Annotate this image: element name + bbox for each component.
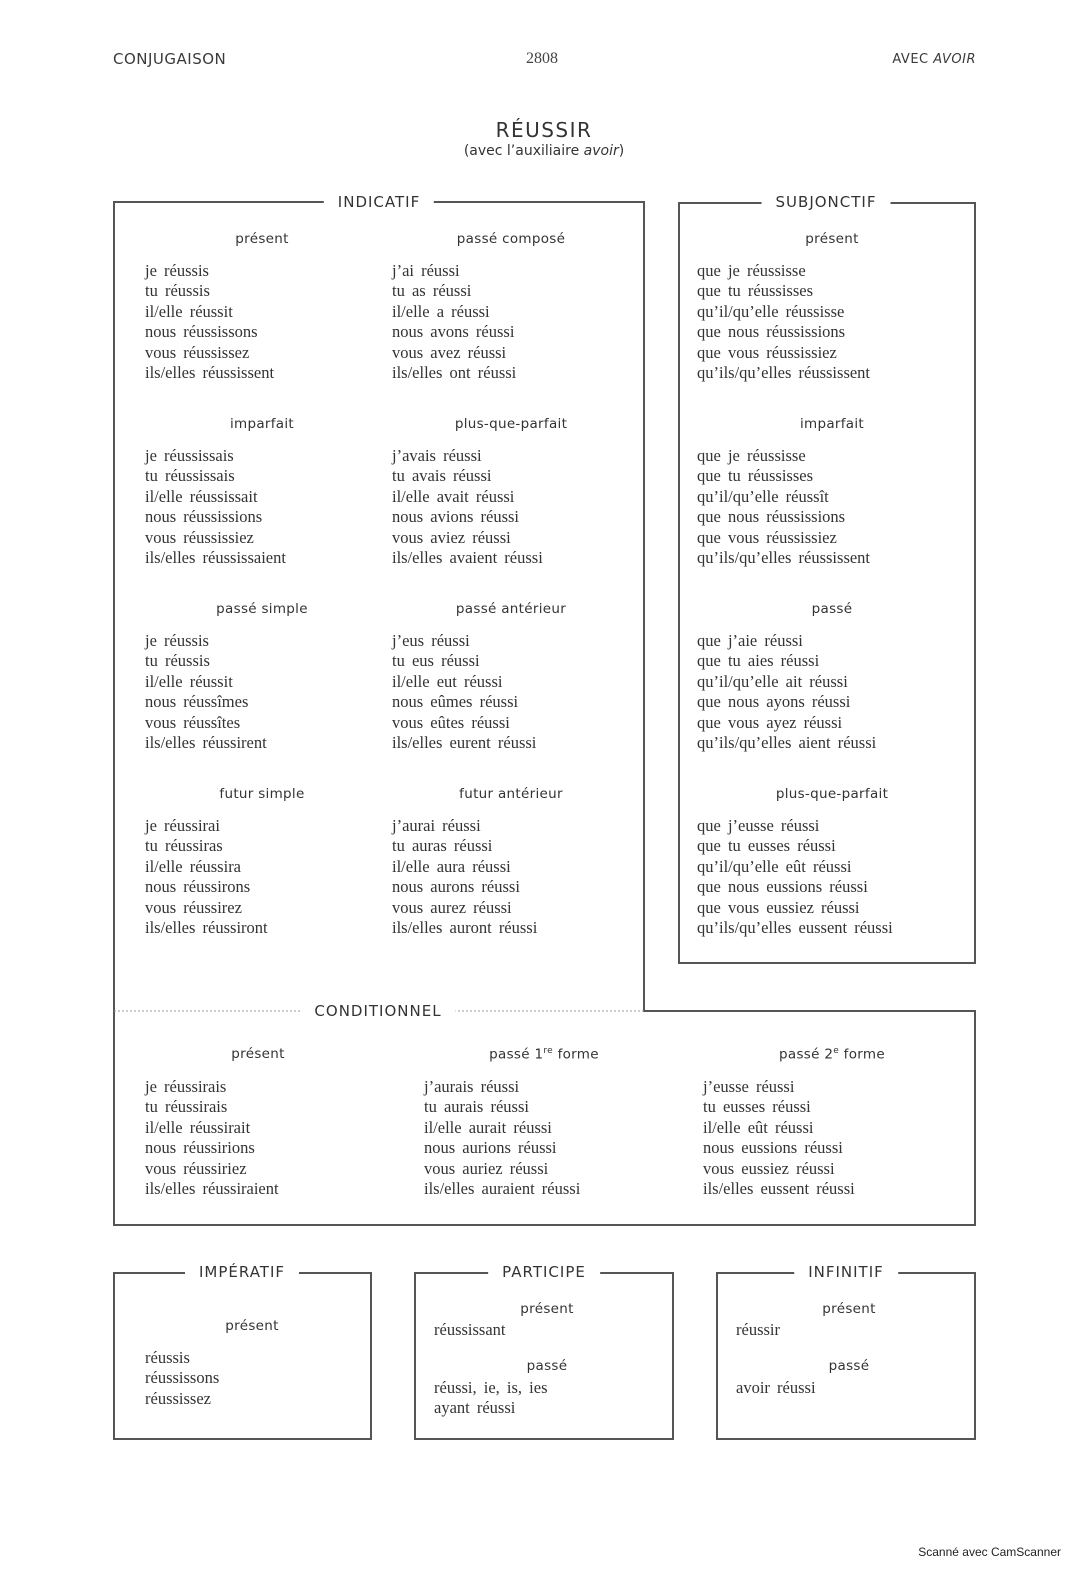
- tense-subjonctif-present: présent: [805, 231, 859, 247]
- conj-line: qu’il/qu’elle réussisse: [697, 301, 845, 321]
- conj-line: tu eusses réussi: [703, 1097, 811, 1117]
- conj-line: il/elle réussira: [145, 856, 242, 876]
- tense-indicatif-present: présent: [235, 231, 289, 247]
- tense-indicatif-passe-anterieur: passé antérieur: [455, 601, 567, 617]
- section-label-indicatif: INDICATIF: [324, 193, 434, 211]
- conj-line: réussissons: [145, 1368, 220, 1388]
- conj-line: que vous ayez réussi: [697, 712, 843, 732]
- section-label-subjonctif: SUBJONCTIF: [762, 193, 891, 211]
- conj-line: ils/elles eussent réussi: [703, 1178, 855, 1198]
- conj-indicatif-plus-que-parfait: [392, 446, 543, 568]
- tense-main: passé 1: [489, 1046, 544, 1063]
- conj-conditionnel-passe-1: [424, 1077, 580, 1199]
- conj-line: réussir: [736, 1320, 780, 1339]
- conj-line: ils/elles auront réussi: [392, 917, 538, 937]
- conj-line: ils/elles réussirent: [145, 732, 267, 752]
- conj-line: j’avais réussi: [392, 446, 482, 465]
- conj-line: nous aurons réussi: [392, 877, 520, 897]
- conj-line: qu’il/qu’elle ait réussi: [697, 671, 848, 691]
- subtitle-before: (avec l’auxiliaire: [463, 143, 580, 159]
- conj-subjonctif-passe: [697, 631, 876, 753]
- tense-indicatif-plus-que-parfait: plus-que-parfait: [454, 416, 568, 432]
- conj-line: je réussis: [145, 261, 209, 280]
- conj-line: vous réussissiez: [145, 527, 254, 547]
- running-header-right-italic: AVOIR: [933, 52, 976, 67]
- running-header-right-prefix: AVEC: [892, 52, 929, 67]
- conj-line: vous réussiriez: [145, 1158, 247, 1178]
- conj-line: ils/elles réussiraient: [145, 1178, 279, 1198]
- conj-line: vous eûtes réussi: [392, 712, 510, 732]
- running-header-left: CONJUGAISON: [113, 50, 227, 68]
- conj-line: vous aurez réussi: [392, 897, 512, 917]
- conj-conditionnel-passe-2: [703, 1077, 855, 1199]
- conj-line: que nous eussions réussi: [697, 877, 868, 897]
- conj-line: ils/elles avaient réussi: [392, 547, 543, 567]
- tense-conditionnel-passe-2: [779, 1046, 885, 1063]
- conj-line: que je réussisse: [697, 261, 806, 280]
- conj-conditionnel-present: [145, 1077, 279, 1199]
- tense-subjonctif-imparfait: imparfait: [799, 416, 865, 432]
- conj-line: vous auriez réussi: [424, 1158, 549, 1178]
- conj-line: il/elle aurait réussi: [424, 1117, 552, 1137]
- tense-end: forme: [557, 1046, 599, 1063]
- conj-line: qu’ils/qu’elles aient réussi: [697, 732, 877, 752]
- conj-line: j’eus réussi: [392, 631, 470, 650]
- conj-indicatif-present: [145, 261, 274, 383]
- conj-line: que nous ayons réussi: [697, 692, 851, 712]
- conj-line: que vous eussiez réussi: [697, 897, 860, 917]
- conj-line: il/elle réussit: [145, 301, 233, 321]
- tense-imperatif-present: présent: [225, 1318, 279, 1334]
- conj-line: nous eussions réussi: [703, 1138, 843, 1158]
- section-label-conditionnel: CONDITIONNEL: [300, 1002, 455, 1020]
- conj-indicatif-passe-simple: [145, 631, 267, 753]
- conj-line: j’ai réussi: [392, 261, 460, 280]
- conj-line: avoir réussi: [736, 1378, 816, 1397]
- conj-line: qu’il/qu’elle réussît: [697, 486, 829, 506]
- conj-line: j’aurais réussi: [424, 1077, 520, 1096]
- conj-line: je réussissais: [145, 446, 234, 465]
- conj-line: tu eus réussi: [392, 651, 480, 671]
- conj-line: nous réussirions: [145, 1138, 255, 1158]
- conj-line: réussissez: [145, 1388, 211, 1408]
- conj-line: j’eusse réussi: [703, 1077, 795, 1096]
- tense-subjonctif-plus-que-parfait: plus-que-parfait: [775, 786, 889, 802]
- conj-line: que tu réussisses: [697, 281, 813, 301]
- conj-line: je réussirai: [145, 816, 220, 835]
- conj-participe-present: [434, 1320, 506, 1340]
- tense-indicatif-passe-compose: passé composé: [456, 231, 566, 247]
- conj-line: je réussirais: [145, 1077, 227, 1096]
- conj-line: tu as réussi: [392, 281, 472, 301]
- verb-title: RÉUSSIR: [495, 118, 593, 142]
- conj-line: tu avais réussi: [392, 466, 492, 486]
- conj-line: ils/elles réussissaient: [145, 547, 286, 567]
- conj-participe-passe: [434, 1378, 548, 1419]
- conj-line: tu aurais réussi: [424, 1097, 529, 1117]
- conj-line: que vous réussissiez: [697, 342, 837, 362]
- section-label-participe: PARTICIPE: [488, 1263, 600, 1281]
- conj-line: tu réussis: [145, 651, 210, 671]
- conj-line: nous avons réussi: [392, 322, 515, 342]
- tense-infinitif-passe: passé: [828, 1358, 870, 1374]
- conj-line: vous réussîtes: [145, 712, 241, 732]
- conj-line: qu’ils/qu’elles réussissent: [697, 362, 871, 382]
- conj-imperatif-present: [145, 1348, 219, 1409]
- conj-line: il/elle réussissait: [145, 486, 258, 506]
- conj-line: il/elle réussit: [145, 671, 233, 691]
- conj-line: vous eussiez réussi: [703, 1158, 835, 1178]
- page-number: 2808: [526, 50, 558, 67]
- subtitle-after: ): [618, 143, 625, 159]
- conj-line: il/elle a réussi: [392, 301, 490, 321]
- conj-line: que nous réussissions: [697, 507, 846, 527]
- conj-subjonctif-plus-que-parfait: [697, 816, 893, 938]
- conj-line: que tu aies réussi: [697, 651, 820, 671]
- conj-line: nous avions réussi: [392, 507, 519, 527]
- conj-infinitif-passe: [736, 1378, 816, 1398]
- conj-line: que j’eusse réussi: [697, 816, 820, 835]
- conj-line: vous aviez réussi: [392, 527, 511, 547]
- subtitle-italic: avoir: [583, 143, 619, 159]
- tense-participe-passe: passé: [526, 1358, 568, 1374]
- conj-line: ils/elles réussiront: [145, 917, 268, 937]
- tense-sup: re: [543, 1046, 553, 1056]
- conj-line: réussi, ie, is, ies: [434, 1378, 548, 1397]
- conj-subjonctif-imparfait: [697, 446, 870, 568]
- conj-line: nous eûmes réussi: [392, 692, 519, 712]
- conj-line: réussissant: [434, 1320, 506, 1339]
- conj-line: tu réussis: [145, 281, 210, 301]
- conj-line: j’aurai réussi: [392, 816, 481, 835]
- tense-end: forme: [843, 1046, 885, 1063]
- conj-line: qu’ils/qu’elles réussissent: [697, 547, 871, 567]
- conj-indicatif-passe-compose: [392, 261, 516, 383]
- conj-subjonctif-present: [697, 261, 870, 383]
- tense-indicatif-imparfait: imparfait: [229, 416, 295, 432]
- tense-sup: e: [833, 1046, 840, 1056]
- tense-indicatif-passe-simple: passé simple: [216, 601, 308, 617]
- conj-line: vous réussissez: [145, 342, 250, 362]
- section-label-infinitif: INFINITIF: [794, 1263, 898, 1281]
- conj-infinitif-present: [736, 1320, 780, 1340]
- tense-infinitif-present: présent: [822, 1301, 876, 1317]
- tense-main: passé 2: [779, 1046, 834, 1063]
- conj-line: tu réussiras: [145, 836, 223, 856]
- conj-line: vous avez réussi: [392, 342, 507, 362]
- tense-indicatif-futur-simple: futur simple: [219, 786, 305, 802]
- conj-line: tu auras réussi: [392, 836, 493, 856]
- conj-line: que nous réussissions: [697, 322, 846, 342]
- conj-line: ayant réussi: [434, 1398, 516, 1418]
- conj-line: il/elle réussirait: [145, 1117, 251, 1137]
- tense-conditionnel-present: présent: [231, 1046, 285, 1062]
- conj-line: que tu réussisses: [697, 466, 813, 486]
- conj-line: que je réussisse: [697, 446, 806, 465]
- conj-line: que tu eusses réussi: [697, 836, 836, 856]
- conj-line: ils/elles ont réussi: [392, 362, 517, 382]
- conj-line: qu’il/qu’elle eût réussi: [697, 856, 852, 876]
- conj-line: réussis: [145, 1348, 190, 1367]
- conj-line: nous réussirons: [145, 877, 251, 897]
- conj-line: nous réussissions: [145, 507, 263, 527]
- tense-subjonctif-passe: passé: [811, 601, 853, 617]
- conj-line: ils/elles eurent réussi: [392, 732, 537, 752]
- conj-indicatif-futur-anterieur: [392, 816, 537, 938]
- conj-indicatif-passe-anterieur: [392, 631, 536, 753]
- conj-line: il/elle aura réussi: [392, 856, 511, 876]
- conj-line: il/elle eût réussi: [703, 1117, 814, 1137]
- conj-line: il/elle avait réussi: [392, 486, 515, 506]
- conj-line: ils/elles auraient réussi: [424, 1178, 581, 1198]
- conj-indicatif-futur-simple: [145, 816, 268, 938]
- conj-line: il/elle eut réussi: [392, 671, 503, 691]
- conj-line: que j’aie réussi: [697, 631, 803, 650]
- infinitif-box: [716, 1272, 976, 1440]
- conj-line: nous aurions réussi: [424, 1138, 557, 1158]
- conj-line: nous réussissons: [145, 322, 258, 342]
- conj-line: qu’ils/qu’elles eussent réussi: [697, 917, 893, 937]
- conj-line: vous réussirez: [145, 897, 242, 917]
- conj-indicatif-imparfait: [145, 446, 286, 568]
- section-label-imperatif: IMPÉRATIF: [185, 1263, 299, 1281]
- scanner-watermark: Scanné avec CamScanner: [918, 1545, 1061, 1559]
- conj-line: tu réussirais: [145, 1097, 228, 1117]
- tense-participe-present: présent: [520, 1301, 574, 1317]
- tense-conditionnel-passe-1: [489, 1046, 599, 1063]
- conj-line: nous réussîmes: [145, 692, 249, 712]
- conj-line: tu réussissais: [145, 466, 235, 486]
- conj-line: que vous réussissiez: [697, 527, 837, 547]
- conj-line: ils/elles réussissent: [145, 362, 275, 382]
- tense-indicatif-futur-anterieur: futur antérieur: [459, 786, 563, 802]
- conj-line: je réussis: [145, 631, 209, 650]
